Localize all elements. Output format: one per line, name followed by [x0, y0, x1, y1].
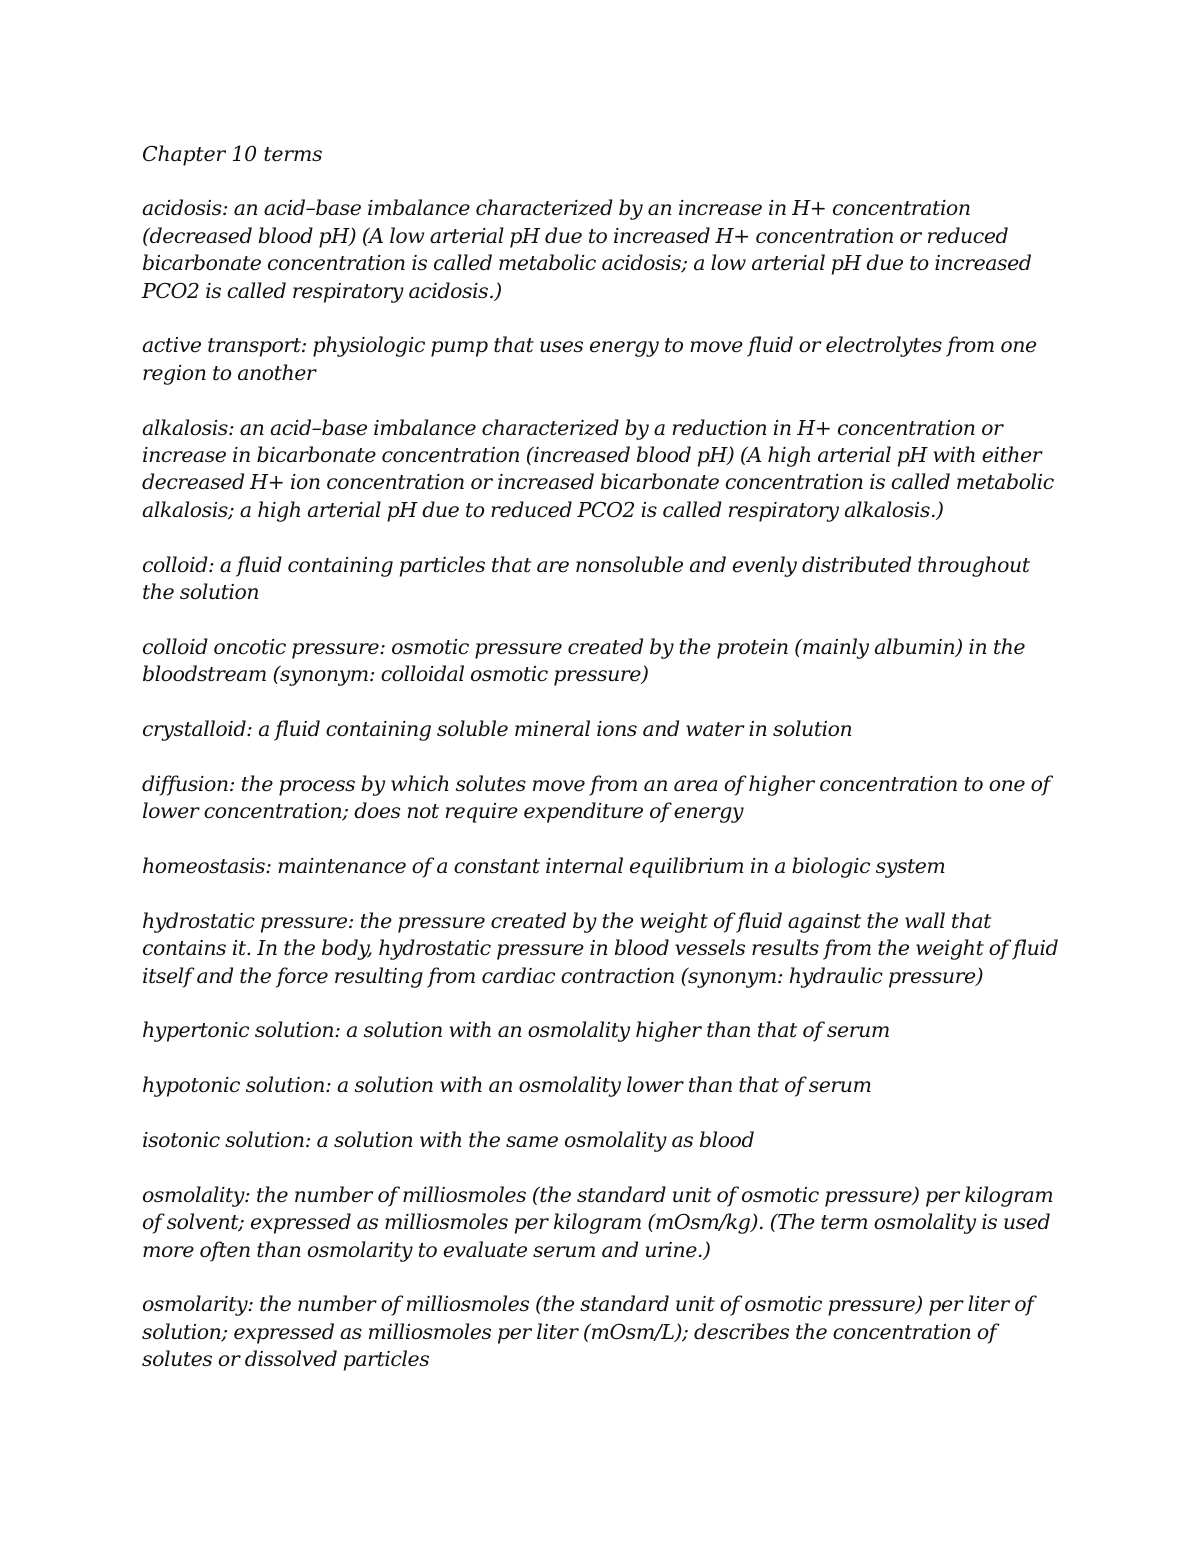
term-name: diffusion	[142, 771, 229, 796]
term-entry: alkalosis: an acid–base imbalance characterized by a reduction in H+ concentration or increase in bicarbonate concentration (increased blood pH) (A high arterial pH with either decreased H+ ion concentration or increased bicarbonate concentration is called metabolic alkalosis; a high arterial pH due to reduced PCO2 is called respiratory alkalosis.)	[142, 415, 1054, 522]
term-name: osmolarity	[142, 1292, 248, 1317]
term-entry: acidosis: an acid–base imbalance characterized by an increase in H+ concentration (decreased blood pH) (A low arterial pH due to increased H+ concentration or reduced bicarbonate concentration is called metabolic acidosis; a low arterial pH due to increased PCO2 is called respiratory acidosis.)	[142, 196, 1032, 303]
term-entry: colloid: a fluid containing particles that are nonsoluble and evenly distributed throughout the solution	[142, 552, 1030, 605]
term-entry: hydrostatic pressure: the pressure created by the weight of fluid against the wall that contains it. In the body, hydrostatic pressure in blood vessels results from the weight of fluid itself and the force resulting from cardiac contraction (synonym: hydraulic pressure)	[142, 908, 1059, 988]
term-definition: an acid–base imbalance characterized by an increase in H+ concentration (decreased blood pH) (A low arterial pH due to increased H+ concentration or reduced bicarbonate concentration is called metabolic acidosis; a low arterial pH due to increased PCO2 is called respiratory acidosis.)	[142, 196, 1032, 303]
term-name: colloid	[142, 552, 208, 577]
term-name: osmolality	[142, 1182, 244, 1207]
term-entry: active transport: physiologic pump that uses energy to move fluid or electrolytes from one region to another	[142, 333, 1037, 385]
term-name: isotonic solution	[142, 1128, 305, 1153]
term-definition: the number of milliosmoles (the standard unit of osmotic pressure) per liter of solution; expressed as milliosmoles per liter (mOsm/L); describes the concentration of solutes or dissolved particles	[142, 1292, 1034, 1372]
term-name: hypotonic solution	[142, 1073, 325, 1098]
term-entry: colloid oncotic pressure: osmotic pressure created by the protein (mainly albumin) in the bloodstream (synonym: colloidal osmotic pressure)	[142, 634, 1026, 687]
term-name: hydrostatic pressure	[142, 908, 348, 933]
term-definition: the process by which solutes move from an area of higher concentration to one of lower concentration; does not require expenditure of energy	[142, 771, 1050, 824]
term-entry: osmolarity: the number of milliosmoles (the standard unit of osmotic pressure) per liter of solution; expressed as milliosmoles per liter (mOsm/L); describes the concentration of solutes or dissolved particles	[142, 1292, 1034, 1372]
term-definition: a solution with the same osmolality as blood	[316, 1128, 755, 1153]
term-name: active transport	[142, 333, 301, 358]
term-definition: a fluid containing particles that are nonsoluble and evenly distributed throughout the solution	[142, 552, 1030, 605]
term-name: acidosis	[142, 196, 222, 221]
term-name: homeostasis	[142, 854, 266, 879]
term-definition: the number of milliosmoles (the standard unit of osmotic pressure) per kilogram of solvent; expressed as milliosmoles per kilogram (mOsm/kg). (The term osmolality is used more often than osmolarity to evaluate serum and urine.)	[142, 1182, 1054, 1262]
term-definition: osmotic pressure created by the protein (mainly albumin) in the bloodstream (synonym: colloidal osmotic pressure)	[142, 634, 1026, 687]
term-name: hypertonic solution	[142, 1018, 335, 1043]
term-entry: crystalloid: a fluid containing soluble mineral ions and water in solution	[142, 717, 853, 742]
term-name: alkalosis	[142, 415, 228, 440]
term-definition: a fluid containing soluble mineral ions and water in solution	[258, 717, 853, 742]
term-entry: osmolality: the number of milliosmoles (the standard unit of osmotic pressure) per kilogram of solvent; expressed as milliosmoles per kilogram (mOsm/kg). (The term osmolality is used more often than osmolarity to evaluate serum and urine.)	[142, 1182, 1054, 1262]
term-entry: homeostasis: maintenance of a constant internal equilibrium in a biologic system	[142, 854, 946, 879]
term-entry: diffusion: the process by which solutes move from an area of higher concentration to one of lower concentration; does not require expenditure of energy	[142, 771, 1050, 824]
term-definition: physiologic pump that uses energy to move fluid or electrolytes from one region to another	[142, 333, 1037, 385]
terms-list	[142, 195, 1060, 1373]
term-entry: hypertonic solution: a solution with an osmolality higher than that of serum	[142, 1018, 890, 1043]
term-entry: hypotonic solution: a solution with an osmolality lower than that of serum	[142, 1073, 872, 1098]
term-definition: maintenance of a constant internal equilibrium in a biologic system	[277, 854, 946, 879]
term-definition: an acid–base imbalance characterized by a reduction in H+ concentration or increase in bicarbonate concentration (increased blood pH) (A high arterial pH with either decreased H+ ion concentration or increased bicarbonate concentration is called metabolic alkalosis; a high arterial pH due to reduced PCO2 is called respiratory alkalosis.)	[142, 415, 1054, 522]
term-name: crystalloid	[142, 717, 247, 742]
term-name: colloid oncotic pressure	[142, 634, 380, 659]
term-entry: isotonic solution: a solution with the same osmolality as blood	[142, 1128, 755, 1153]
term-definition: a solution with an osmolality higher than that of serum	[346, 1018, 890, 1043]
document-title: Chapter 10 terms	[142, 142, 323, 166]
term-definition: the pressure created by the weight of fluid against the wall that contains it. In the body, hydrostatic pressure in blood vessels results from the weight of fluid itself and the force resulting from cardiac contraction (synonym: hydraulic pressure)	[142, 908, 1059, 988]
term-definition: a solution with an osmolality lower than that of serum	[336, 1073, 872, 1098]
